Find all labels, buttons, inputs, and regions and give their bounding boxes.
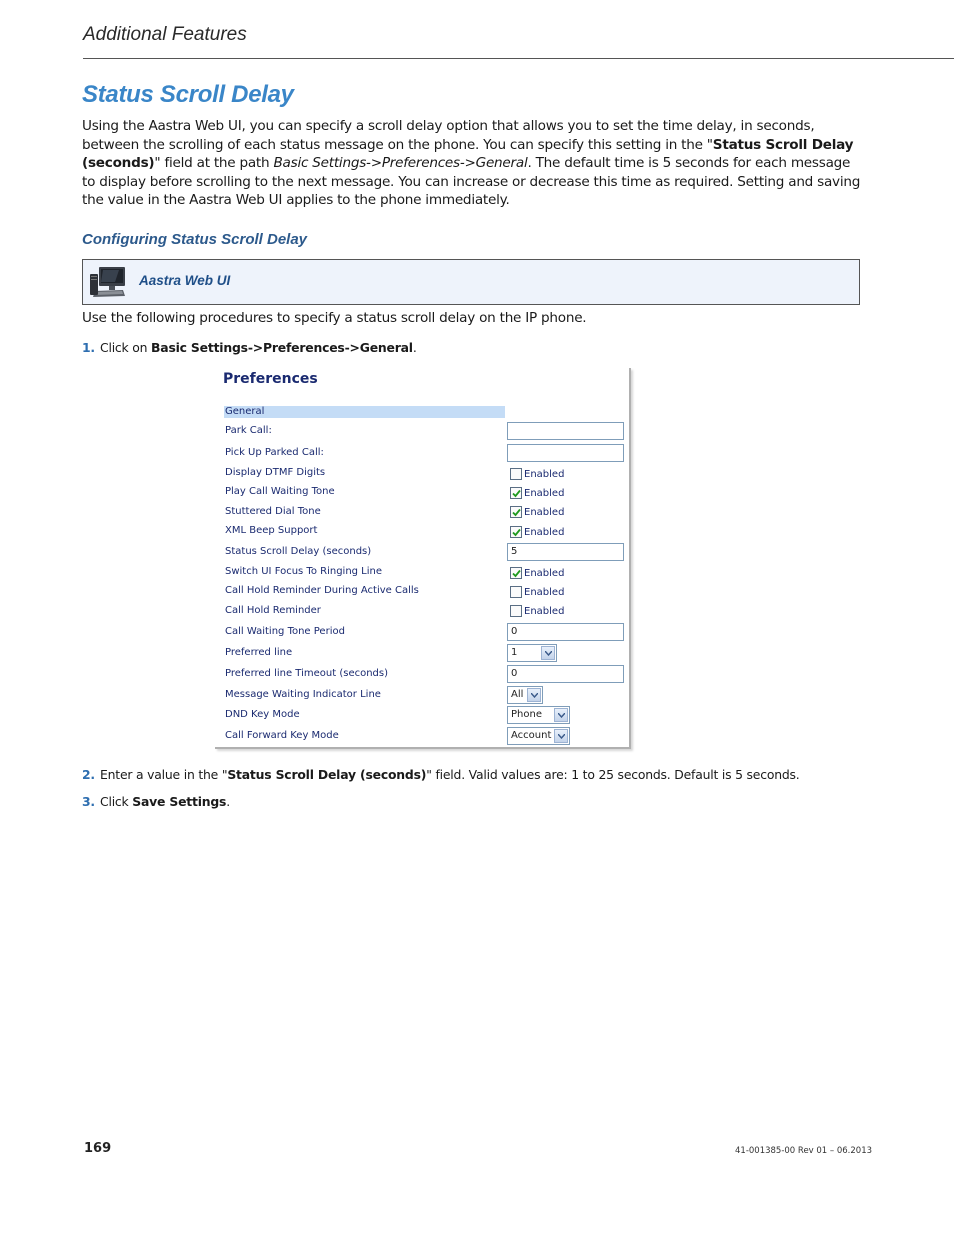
call-hold-reminder-active-enabled-label: Enabled [524, 587, 565, 598]
call-waiting-tone-period-input[interactable]: 0 [507, 623, 624, 641]
procedure-intro: Use the following procedures to specify a status scroll delay on the IP phone. [82, 310, 587, 326]
header-title: Additional Features [83, 24, 247, 45]
dnd-key-mode-select[interactable]: Phone [507, 706, 570, 724]
computer-icon [89, 266, 129, 300]
call-hold-reminder-active-label: Call Hold Reminder During Active Calls [225, 585, 419, 596]
step-3: 3. Click Save Settings. [82, 794, 230, 809]
xml-beep-support-label: XML Beep Support [225, 525, 318, 536]
preferred-line-timeout-input[interactable]: 0 [507, 665, 624, 683]
park-call-label: Park Call: [225, 425, 272, 436]
header-divider [83, 58, 954, 59]
switch-ui-focus-checkbox[interactable] [510, 567, 522, 579]
step-number: 3. [82, 794, 95, 809]
call-hold-reminder-checkbox[interactable] [510, 605, 522, 617]
park-call-input[interactable] [507, 422, 624, 440]
document-id: 41-001385-00 Rev 01 – 06.2013 [735, 1146, 873, 1156]
page-number: 169 [84, 1141, 112, 1156]
step-number: 2. [82, 767, 95, 782]
step-field-name: Status Scroll Delay (seconds) [227, 767, 427, 782]
display-dtmf-digits-enabled-label: Enabled [524, 469, 565, 480]
dnd-key-mode-label: DND Key Mode [225, 709, 300, 720]
display-dtmf-digits-checkbox[interactable] [510, 468, 522, 480]
chevron-down-icon[interactable] [554, 708, 568, 722]
step-1: 1. Click on Basic Settings->Preferences->General. [82, 340, 417, 355]
stuttered-dial-tone-checkbox[interactable] [510, 506, 522, 518]
call-hold-reminder-enabled-label: Enabled [524, 606, 565, 617]
xml-beep-support-checkbox[interactable] [510, 526, 522, 538]
chevron-down-icon[interactable] [541, 646, 555, 660]
display-dtmf-digits-label: Display DTMF Digits [225, 467, 326, 478]
call-hold-reminder-label: Call Hold Reminder [225, 605, 321, 616]
intro-paragraph: Using the Aastra Web UI, you can specify a scroll delay option that allows you to set the time delay, in seconds, between the scrolling of each status message on the phone. You can specify this setting in the "Status Scroll Delay (seconds)" field at the path Basic Settings->Preferences->General. The default time is 5 seconds for each message to display before scrolling to the next message. You can increase or decrease this time as required. Setting and saving the value in the Aastra Web UI applies to the phone immediately. [82, 118, 861, 209]
general-section-header: General [224, 406, 505, 418]
menu-path: Basic Settings->Preferences->General [273, 155, 528, 172]
field-name-bold: Status Scroll Delay (seconds) [82, 136, 854, 172]
step-2: 2. Enter a value in the "Status Scroll Delay (seconds)" field. Valid values are: 1 to 25 seconds. Default is 5 seconds. [82, 767, 800, 782]
checkmark-icon [512, 508, 521, 517]
checkmark-icon [512, 569, 521, 578]
subsection-title: Configuring Status Scroll Delay [82, 231, 308, 248]
call-forward-key-mode-select[interactable]: Account [507, 727, 570, 745]
switch-ui-focus-enabled-label: Enabled [524, 568, 565, 579]
preferred-line-timeout-label: Preferred line Timeout (seconds) [225, 668, 389, 679]
preferences-title: Preferences [223, 371, 318, 387]
mwi-line-select[interactable]: All [507, 686, 543, 704]
pick-up-parked-call-label: Pick Up Parked Call: [225, 447, 324, 458]
mwi-line-label: Message Waiting Indicator Line [225, 689, 381, 700]
preferences-screenshot [215, 368, 631, 749]
play-call-waiting-tone-checkbox[interactable] [510, 487, 522, 499]
play-call-waiting-tone-enabled-label: Enabled [524, 488, 565, 499]
web-ui-banner [82, 259, 860, 305]
call-waiting-tone-period-label: Call Waiting Tone Period [225, 626, 345, 637]
play-call-waiting-tone-label: Play Call Waiting Tone [225, 486, 335, 497]
preferred-line-select[interactable]: 1 [507, 644, 557, 662]
step-path: Basic Settings->Preferences->General [151, 340, 413, 355]
preferred-line-label: Preferred line [225, 647, 293, 658]
xml-beep-support-enabled-label: Enabled [524, 527, 565, 538]
step-button-name: Save Settings [132, 794, 227, 809]
chevron-down-icon[interactable] [554, 729, 568, 743]
checkmark-icon [512, 489, 521, 498]
status-scroll-delay-input[interactable]: 5 [507, 543, 624, 561]
section-title: Status Scroll Delay [82, 81, 294, 108]
switch-ui-focus-label: Switch UI Focus To Ringing Line [225, 566, 383, 577]
stuttered-dial-tone-enabled-label: Enabled [524, 507, 565, 518]
call-hold-reminder-active-checkbox[interactable] [510, 586, 522, 598]
call-forward-key-mode-label: Call Forward Key Mode [225, 730, 339, 741]
web-ui-label: Aastra Web UI [139, 273, 231, 288]
step-number: 1. [82, 340, 95, 355]
status-scroll-delay-label: Status Scroll Delay (seconds) [225, 546, 372, 557]
checkmark-icon [512, 528, 521, 537]
pick-up-parked-call-input[interactable] [507, 444, 624, 462]
chevron-down-icon[interactable] [527, 688, 541, 702]
stuttered-dial-tone-label: Stuttered Dial Tone [225, 506, 321, 517]
